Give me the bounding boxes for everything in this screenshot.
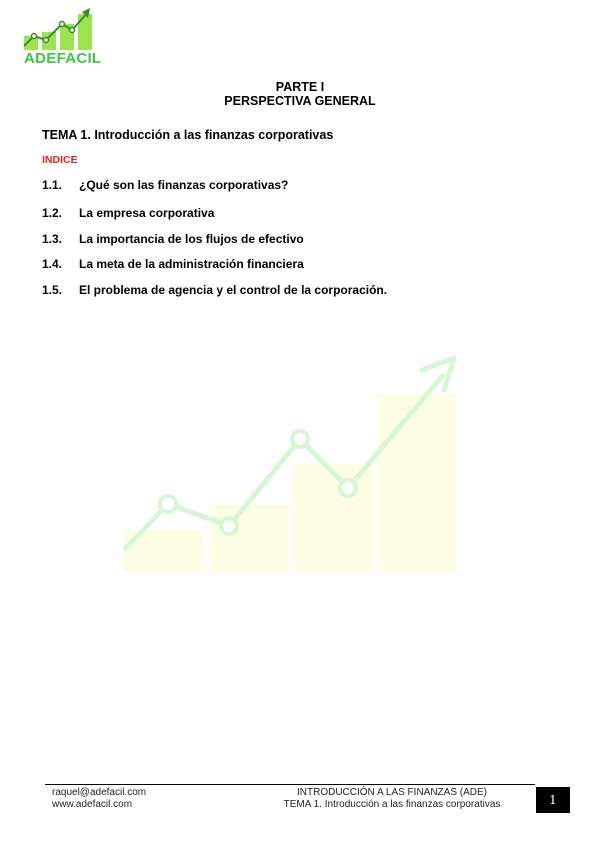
footer-contact (52, 787, 146, 811)
toc-item-number: 1.5. (42, 283, 63, 297)
toc-item[interactable] (42, 206, 214, 220)
logo-text: ADEFACIL (24, 50, 102, 67)
growth-chart-icon (118, 352, 468, 576)
page-number: 1 (536, 787, 570, 813)
toc-item-text: El problema de agencia y el control de la corporación. (79, 283, 388, 297)
footer-course: INTRODUCCIÓN A LAS FINANZAS (ADE) (296, 787, 488, 798)
toc-item[interactable] (42, 257, 304, 271)
toc-item-number: 1.1. (42, 178, 63, 192)
toc-item-number: 1.3. (42, 232, 63, 246)
watermark-growth-chart (118, 352, 468, 581)
toc-item[interactable] (42, 232, 304, 246)
footer-topic: TEMA 1. Introducción a las finanzas corporativas (283, 799, 501, 810)
toc-item-number: 1.2. (42, 206, 63, 220)
footer-divider (45, 784, 535, 785)
toc-item-text: ¿Qué son las finanzas corporativas? (79, 178, 289, 192)
tema-title: TEMA 1. Introducción a las finanzas corporativas (42, 128, 334, 142)
toc-item-number: 1.4. (42, 257, 63, 271)
footer-website[interactable]: www.adefacil.com (52, 799, 133, 810)
growth-chart-icon (22, 6, 96, 54)
part-number: PARTE I (275, 80, 325, 94)
part-subtitle: PERSPECTIVA GENERAL (224, 94, 376, 108)
footer-email[interactable]: raquel@adefacil.com (52, 787, 147, 798)
toc-item-text: La empresa corporativa (79, 206, 215, 220)
adefacil-logo (22, 6, 102, 67)
toc-item[interactable] (42, 283, 387, 297)
indice-label: INDICE (42, 154, 78, 166)
toc-item-text: La meta de la administración financiera (79, 257, 304, 271)
toc-item[interactable] (42, 178, 288, 192)
footer-course-info (250, 787, 534, 811)
toc-item-text: La importancia de los flujos de efectivo (79, 232, 304, 246)
